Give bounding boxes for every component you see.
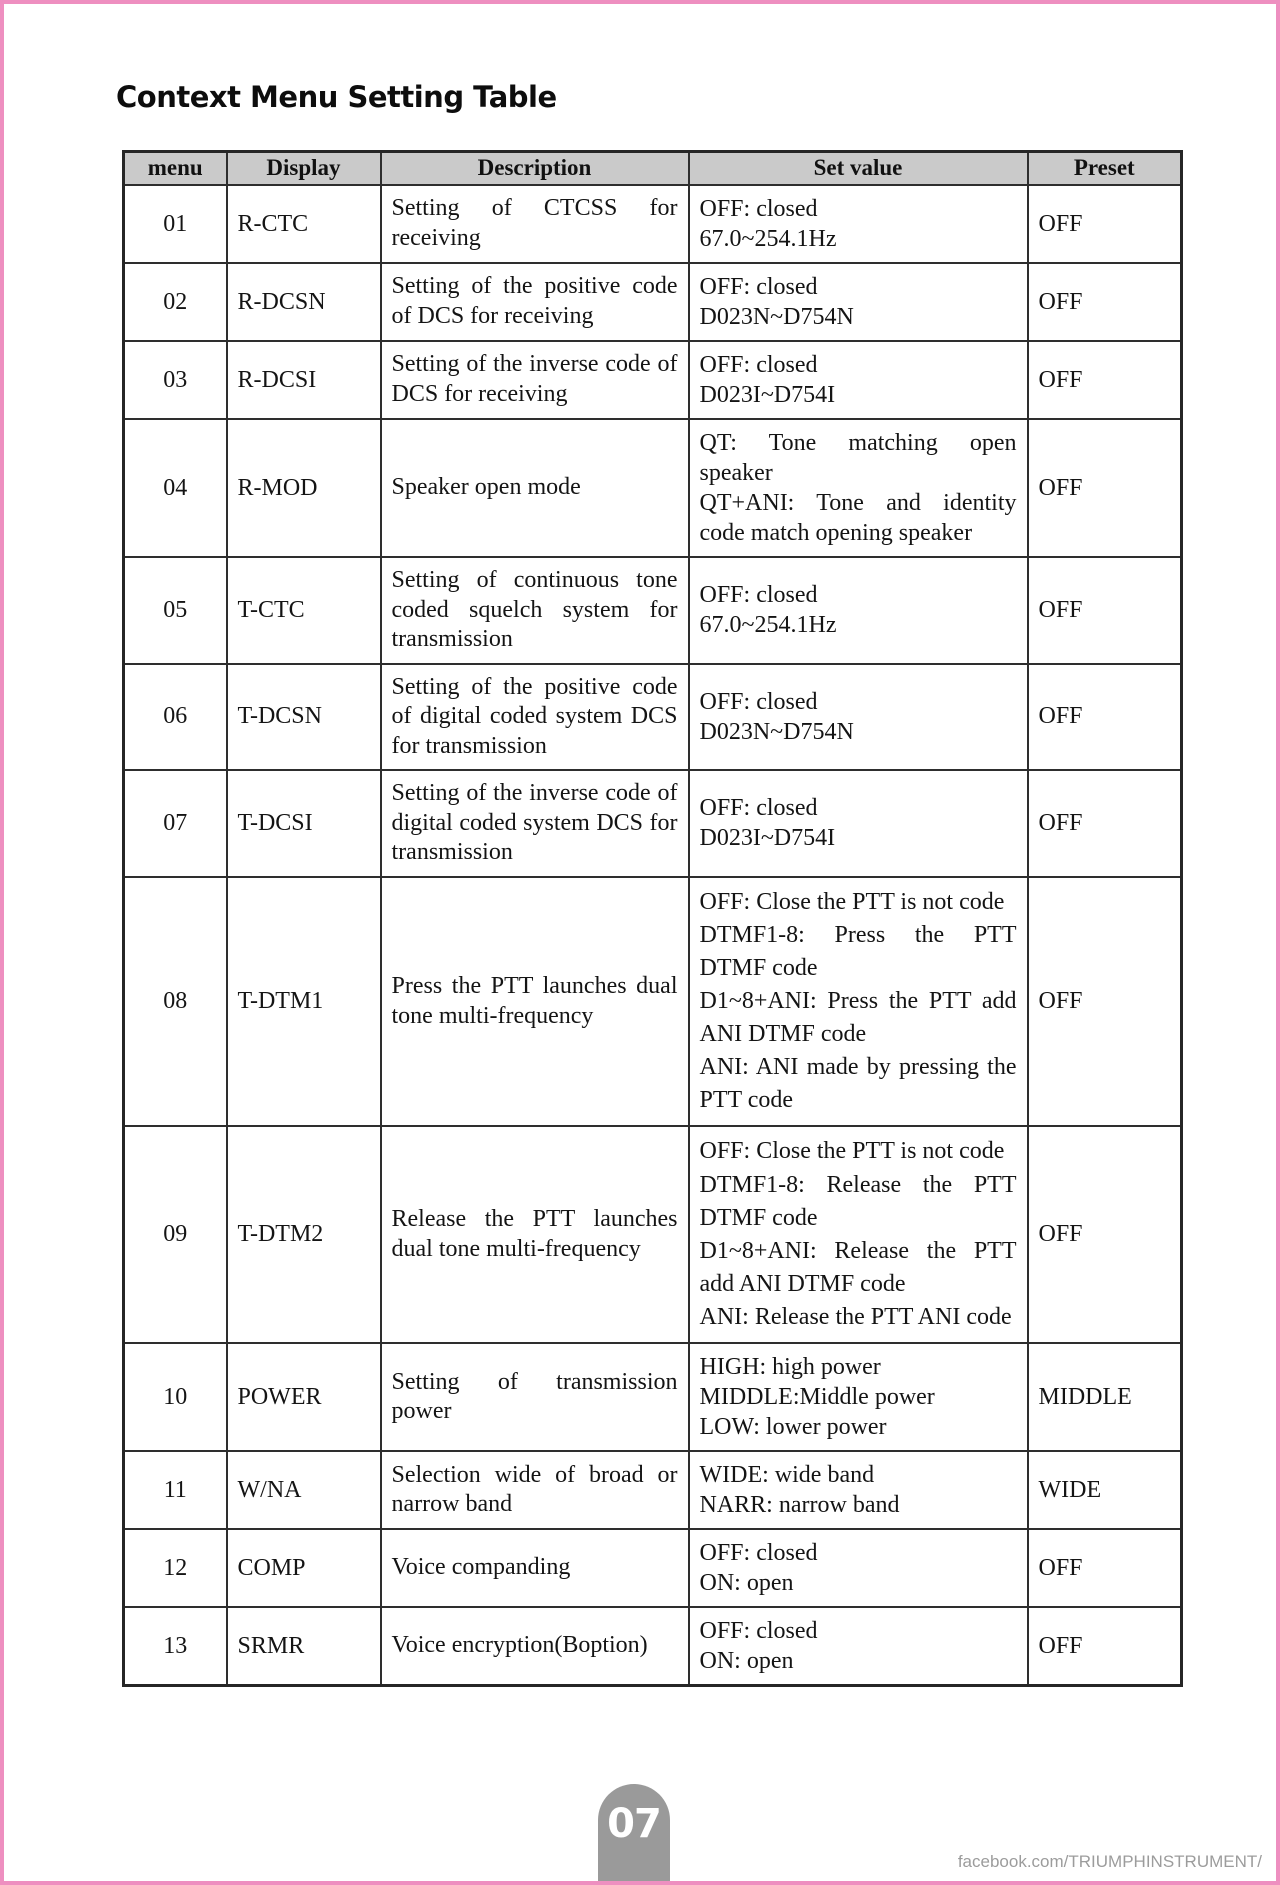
menu-cell: 12 bbox=[124, 1529, 227, 1607]
set-value-line: OFF: closed bbox=[699, 196, 818, 222]
column-header-display: Display bbox=[227, 152, 381, 186]
set-value-line: OFF: closed bbox=[699, 274, 818, 300]
table-row bbox=[124, 664, 1182, 771]
display-cell: COMP bbox=[227, 1529, 381, 1607]
description-cell: Selection wide of broad or narrow band bbox=[381, 1451, 689, 1529]
context-menu-setting-table bbox=[122, 150, 1183, 1687]
menu-cell: 02 bbox=[124, 263, 227, 341]
column-header-description: Description bbox=[381, 152, 689, 186]
preset-cell: OFF bbox=[1028, 419, 1182, 557]
table-row bbox=[124, 185, 1182, 263]
set-value-line: DTMF1-8: Press the PTT DTMF code bbox=[699, 921, 1017, 981]
table-row bbox=[124, 1529, 1182, 1607]
display-cell: T-DTM2 bbox=[227, 1126, 381, 1343]
table-row bbox=[124, 263, 1182, 341]
preset-cell: OFF bbox=[1028, 1529, 1182, 1607]
set-value-cell bbox=[689, 770, 1028, 877]
set-value-line: DTMF1-8: Release the PTT DTMF code bbox=[699, 1171, 1017, 1231]
set-value-cell bbox=[689, 419, 1028, 557]
menu-cell: 06 bbox=[124, 664, 227, 771]
set-value-line: OFF: Close the PTT is not code bbox=[699, 888, 1005, 915]
set-value-cell bbox=[689, 263, 1028, 341]
set-value-cell bbox=[689, 1451, 1028, 1529]
menu-cell: 01 bbox=[124, 185, 227, 263]
table-row bbox=[124, 419, 1182, 557]
set-value-line: LOW: lower power bbox=[699, 1414, 887, 1441]
display-cell: R-DCSI bbox=[227, 341, 381, 419]
menu-cell: 11 bbox=[124, 1451, 227, 1529]
description-cell: Voice encryption(Boption) bbox=[381, 1607, 689, 1686]
display-cell: R-DCSN bbox=[227, 263, 381, 341]
display-cell: SRMR bbox=[227, 1607, 381, 1686]
set-value-line: ANI: Release the PTT ANI code bbox=[699, 1303, 1012, 1330]
preset-cell: OFF bbox=[1028, 1607, 1182, 1686]
display-cell: T-DTM1 bbox=[227, 877, 381, 1127]
set-value-cell bbox=[689, 664, 1028, 771]
set-value-line: ON: open bbox=[699, 1570, 794, 1597]
preset-cell: OFF bbox=[1028, 877, 1182, 1127]
set-value-line: 67.0~254.1Hz bbox=[699, 612, 837, 639]
column-header-set-value: Set value bbox=[689, 152, 1028, 186]
set-value-line: ON: open bbox=[699, 1648, 794, 1675]
set-value-line: NARR: narrow band bbox=[699, 1492, 900, 1519]
set-value-cell bbox=[689, 185, 1028, 263]
set-value-line: OFF: Close the PTT is not code bbox=[699, 1138, 1005, 1165]
set-value-cell bbox=[689, 1607, 1028, 1686]
description-cell: Release the PTT launches dual tone multi-frequency bbox=[381, 1126, 689, 1343]
table-row bbox=[124, 1126, 1182, 1343]
set-value-line: HIGH: high power bbox=[699, 1354, 881, 1381]
description-cell: Setting of the inverse code of digital coded system DCS for transmission bbox=[381, 770, 689, 877]
description-cell: Press the PTT launches dual tone multi-frequency bbox=[381, 877, 689, 1127]
set-value-line: QT: Tone matching open speaker bbox=[699, 430, 1017, 486]
preset-cell: OFF bbox=[1028, 1126, 1182, 1343]
set-value-line: OFF: closed bbox=[699, 352, 818, 378]
table-row bbox=[124, 341, 1182, 419]
set-value-cell bbox=[689, 1343, 1028, 1451]
set-value-line: OFF: closed bbox=[699, 795, 818, 822]
menu-cell: 03 bbox=[124, 341, 227, 419]
table-row bbox=[124, 877, 1182, 1127]
page-number-badge bbox=[598, 1784, 670, 1881]
preset-cell: OFF bbox=[1028, 341, 1182, 419]
page-number: 07 bbox=[607, 1800, 661, 1847]
display-cell: T-CTC bbox=[227, 557, 381, 664]
menu-cell: 07 bbox=[124, 770, 227, 877]
menu-cell: 09 bbox=[124, 1126, 227, 1343]
display-cell: POWER bbox=[227, 1343, 381, 1451]
column-header-preset: Preset bbox=[1028, 152, 1182, 186]
description-cell: Setting of the positive code of digital coded system DCS for transmission bbox=[381, 664, 689, 771]
set-value-line: ANI: ANI made by pressing the PTT code bbox=[699, 1054, 1017, 1114]
preset-cell: OFF bbox=[1028, 664, 1182, 771]
page-title: Context Menu Setting Table bbox=[116, 80, 557, 114]
menu-cell: 10 bbox=[124, 1343, 227, 1451]
table-row bbox=[124, 557, 1182, 664]
display-cell: T-DCSN bbox=[227, 664, 381, 771]
menu-cell: 05 bbox=[124, 557, 227, 664]
set-value-line: OFF: closed bbox=[699, 582, 818, 609]
display-cell: R-CTC bbox=[227, 185, 381, 263]
set-value-cell bbox=[689, 1529, 1028, 1607]
description-cell: Setting of CTCSS for receiving bbox=[381, 185, 689, 263]
preset-cell: OFF bbox=[1028, 263, 1182, 341]
table-header-row bbox=[124, 152, 1182, 186]
description-cell: Setting of continuous tone coded squelch system for transmission bbox=[381, 557, 689, 664]
description-cell: Setting of the positive code of DCS for receiving bbox=[381, 263, 689, 341]
description-cell: Setting of transmission power bbox=[381, 1343, 689, 1451]
preset-cell: OFF bbox=[1028, 770, 1182, 877]
preset-cell: WIDE bbox=[1028, 1451, 1182, 1529]
set-value-cell bbox=[689, 341, 1028, 419]
display-cell: W/NA bbox=[227, 1451, 381, 1529]
display-cell: T-DCSI bbox=[227, 770, 381, 877]
display-cell: R-MOD bbox=[227, 419, 381, 557]
set-value-line: OFF: closed bbox=[699, 1618, 818, 1645]
set-value-line: D1~8+ANI: Press the PTT add ANI DTMF code bbox=[699, 987, 1017, 1048]
table-row bbox=[124, 1607, 1182, 1686]
menu-cell: 13 bbox=[124, 1607, 227, 1686]
set-value-line: QT+ANI: Tone and identity code match opening speaker bbox=[699, 490, 1017, 546]
table-body bbox=[124, 185, 1182, 1686]
set-value-line: 67.0~254.1Hz bbox=[699, 226, 837, 252]
set-value-line: D023N~D754N bbox=[699, 304, 854, 330]
set-value-line: OFF: closed bbox=[699, 1540, 818, 1567]
preset-cell: MIDDLE bbox=[1028, 1343, 1182, 1451]
table-row bbox=[124, 1451, 1182, 1529]
set-value-line: D023I~D754I bbox=[699, 825, 836, 852]
menu-cell: 08 bbox=[124, 877, 227, 1127]
set-value-line: D1~8+ANI: Release the PTT add ANI DTMF code bbox=[699, 1237, 1017, 1297]
table-row bbox=[124, 770, 1182, 877]
description-cell: Speaker open mode bbox=[381, 419, 689, 557]
set-value-cell bbox=[689, 1126, 1028, 1343]
set-value-cell bbox=[689, 877, 1028, 1127]
set-value-line: WIDE: wide band bbox=[699, 1462, 875, 1489]
description-cell: Setting of the inverse code of DCS for receiving bbox=[381, 341, 689, 419]
preset-cell: OFF bbox=[1028, 185, 1182, 263]
description-cell: Voice companding bbox=[381, 1529, 689, 1607]
footer-link: facebook.com/TRIUMPHINSTRUMENT/ bbox=[957, 1852, 1262, 1871]
set-value-cell bbox=[689, 557, 1028, 664]
set-value-line: D023I~D754I bbox=[699, 382, 836, 408]
set-value-line: OFF: closed bbox=[699, 688, 818, 715]
set-value-line: D023N~D754N bbox=[699, 718, 854, 745]
menu-cell: 04 bbox=[124, 419, 227, 557]
column-header-menu: menu bbox=[124, 152, 227, 186]
set-value-line: MIDDLE:Middle power bbox=[699, 1384, 935, 1411]
table-row bbox=[124, 1343, 1182, 1451]
preset-cell: OFF bbox=[1028, 557, 1182, 664]
